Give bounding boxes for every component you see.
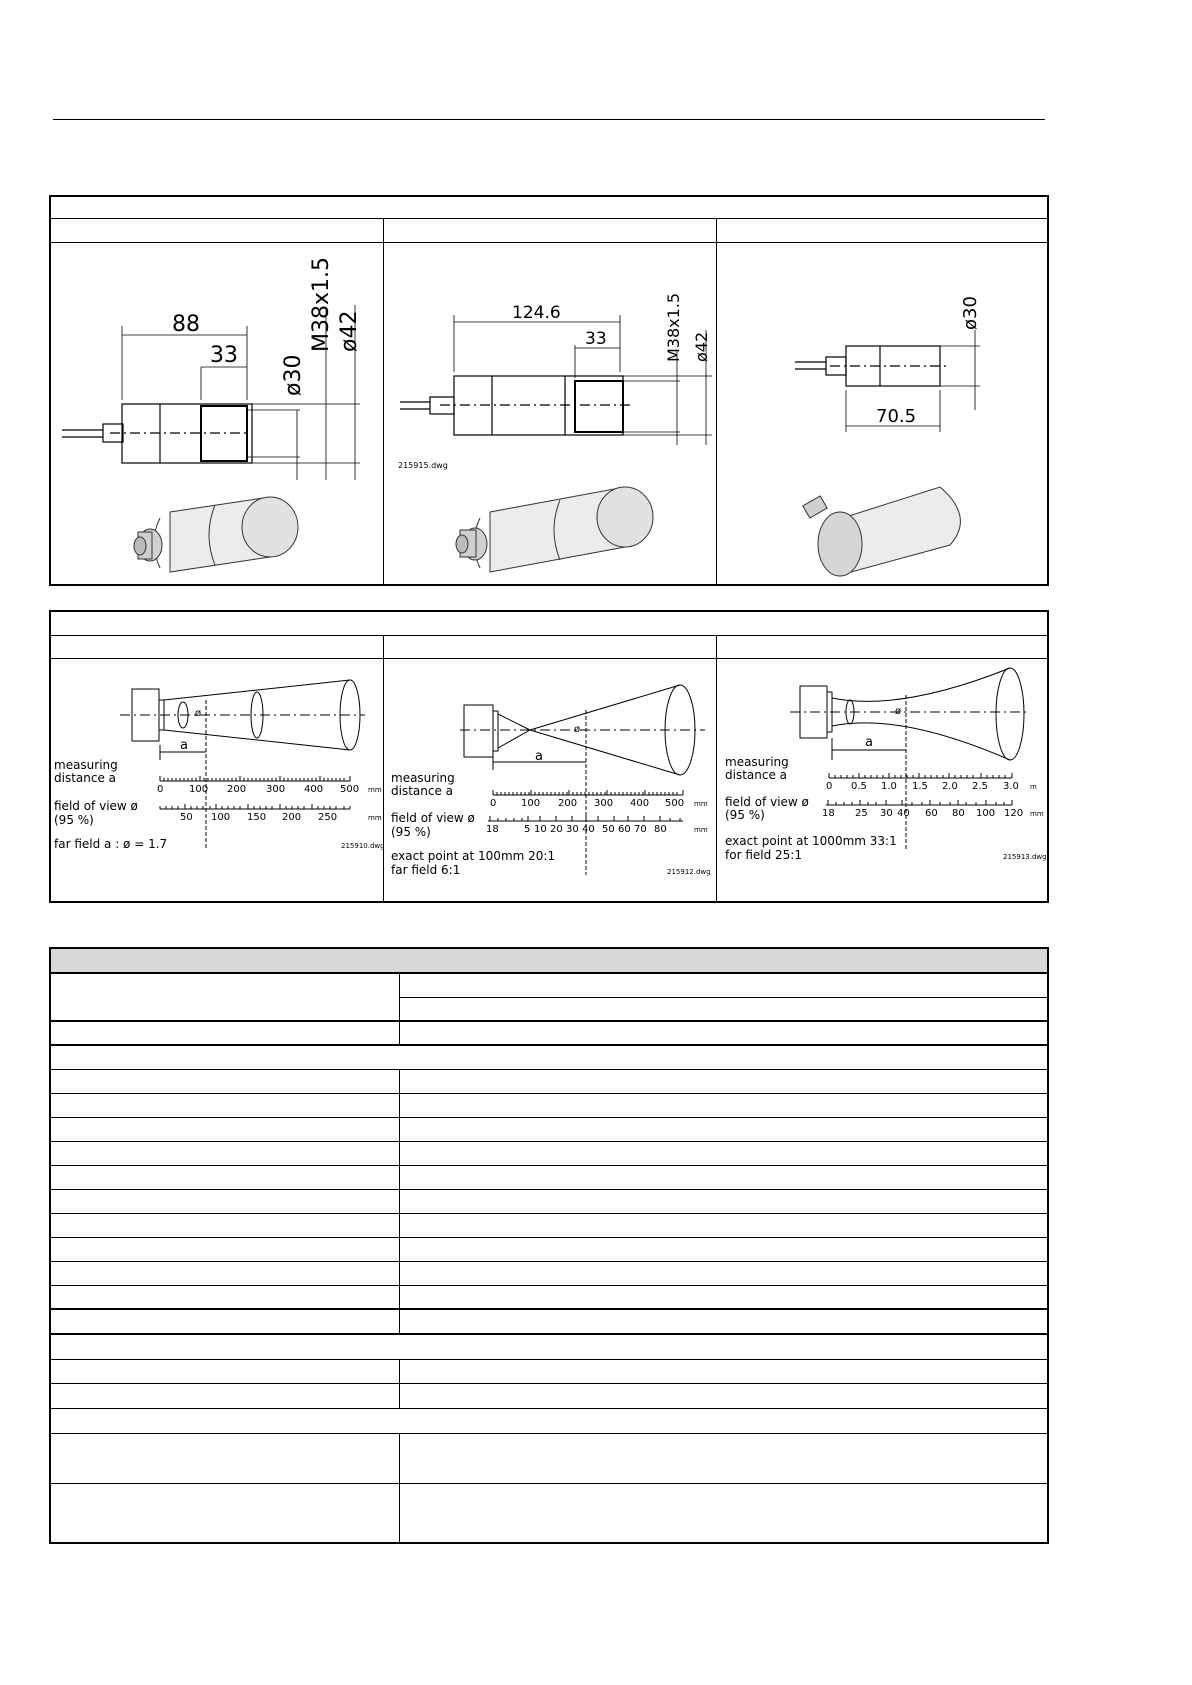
optic-left-measuring-2: distance a [54,771,117,785]
dwg-ref-215910: 215910.dwg [341,842,385,850]
tick: 70 [634,824,647,835]
tick: 2.0 [942,781,958,792]
tick: 300 [594,798,614,809]
tick: 80 [952,808,965,819]
dim-left-dia42: ø42 [337,310,362,352]
tick: 500 [665,798,685,809]
spec-row [51,1214,1047,1238]
spec-row [51,1070,1047,1094]
optic-left-scale1-labels [157,784,382,795]
spec-section-row [51,1335,1047,1360]
optic-right-note2: for field 25:1 [725,848,802,862]
tick: 100 [521,798,541,809]
tick: 100 [976,808,996,819]
spec-section-row [51,1046,1047,1070]
specification-table [49,947,1049,1544]
optic-right-fov-1: field of view ø [725,795,809,809]
tick: 120 [1004,808,1024,819]
optic-left-fov-2: (95 %) [54,813,94,827]
optic-right-scale2 [826,800,1012,805]
tick: 0 [157,784,164,795]
spec-row [51,1310,1047,1335]
dim-left-88: 88 [172,312,200,337]
unit: mm [694,800,708,808]
optic-left-scale1 [160,776,350,781]
optic-middle-scale2-labels [486,824,708,835]
tick: 80 [654,824,667,835]
spec-row [51,998,1047,1022]
optic-middle-a: a [535,749,543,764]
optic-right-a: a [865,735,873,750]
tick: 0.5 [851,781,867,792]
dim-left-thread: M38x1.5 [309,257,334,352]
dim-middle-dia42: ø42 [692,331,711,362]
optic-left-dia: ø [195,708,202,719]
unit: mm [694,826,708,834]
tick: 10 [534,824,547,835]
tick: 100 [189,784,209,795]
optic-right-scale1-labels [826,781,1037,792]
tick: 50 [602,824,615,835]
optic-middle-measuring-1: measuring [391,771,455,785]
tick: 500 [340,784,360,795]
unit: mm [368,814,382,822]
spec-section-row [51,1409,1047,1434]
optic-middle-note2: far field 6:1 [391,863,461,877]
spec-row [51,1142,1047,1166]
tick: 60 [618,824,631,835]
tick: 400 [630,798,650,809]
tick: 100 [211,812,231,823]
dwg-ref-215912: 215912.dwg [667,868,711,876]
tick: 40 [897,808,910,819]
tick: 5 [524,824,531,835]
unit: mm [1030,810,1044,818]
optic-right-scale2-labels [822,808,1044,819]
unit: mm [368,786,382,794]
dim-left-33: 33 [210,343,238,368]
tick: 25 [855,808,868,819]
optic-left-scale2-labels [180,812,382,823]
tick: 400 [304,784,324,795]
dim-right-70: 70.5 [876,406,917,427]
optic-right-measuring-1: measuring [725,755,789,769]
optic-middle-fov-2: (95 %) [391,825,431,839]
tick: 250 [318,812,338,823]
tick: 1.0 [881,781,897,792]
optic-left-a: a [180,738,188,753]
dim-right-dia30: ø30 [960,296,981,330]
tick: 2.5 [972,781,988,792]
dwg-ref-215915: 215915.dwg [398,461,448,470]
optic-right-dia: ø [895,706,902,717]
tick: 200 [282,812,302,823]
spec-row [51,1190,1047,1214]
optic-right-scale1 [829,773,1012,778]
spec-row [51,1094,1047,1118]
spec-row [399,974,1049,998]
optic-middle-fov-1: field of view ø [391,811,475,825]
tick: 20 [550,824,563,835]
tick: 200 [227,784,247,795]
dwg-ref-215913: 215913.dwg [1003,853,1047,861]
optic-middle-measuring-2: distance a [391,784,454,798]
tick: 40 [582,824,595,835]
tick: 50 [180,812,193,823]
optic-right-measuring-2: distance a [725,768,788,782]
spec-table-header [51,949,1047,974]
spec-row [51,1484,1047,1509]
spec-row [51,1118,1047,1142]
spec-row [51,1286,1047,1310]
optic-middle-dia: ø [574,724,581,735]
tick: 18 [486,824,499,835]
spec-row [51,1166,1047,1190]
spec-row [51,1384,1047,1409]
optic-left-measuring-1: measuring [54,758,118,772]
optic-left-fov-1: field of view ø [54,799,138,813]
dim-middle-thread: M38x1.5 [664,292,683,362]
tick: 18 [822,808,835,819]
optic-left-diagram [120,680,365,850]
tick: 3.0 [1003,781,1019,792]
unit: m [1030,783,1037,791]
tick: 1.5 [912,781,928,792]
dim-middle-33: 33 [585,329,607,349]
tick: 30 [566,824,579,835]
tick: 200 [558,798,578,809]
spec-row [51,1434,1047,1484]
optic-middle-scale1-labels [490,798,708,809]
spec-row [51,1022,1047,1046]
spec-row [51,1360,1047,1384]
optic-middle-scale2 [488,816,683,821]
optic-right-diagram [790,668,1030,850]
optic-left-note: far field a : ø = 1.7 [54,837,168,851]
tick: 0 [490,798,497,809]
optic-right-fov-2: (95 %) [725,808,765,822]
spec-row [51,1262,1047,1286]
tick: 150 [247,812,267,823]
optic-left-scale2 [160,804,350,809]
tick: 300 [266,784,286,795]
dim-middle-124: 124.6 [512,303,561,323]
tick: 0 [826,781,833,792]
optic-middle-scale1 [493,790,683,795]
tick: 60 [925,808,938,819]
optic-middle-note1: exact point at 100mm 20:1 [391,849,556,863]
tick: 30 [880,808,893,819]
optic-middle-diagram [460,685,705,875]
spec-row [51,1238,1047,1262]
optic-right-note1: exact point at 1000mm 33:1 [725,834,897,848]
dim-left-dia30: ø30 [281,354,306,396]
